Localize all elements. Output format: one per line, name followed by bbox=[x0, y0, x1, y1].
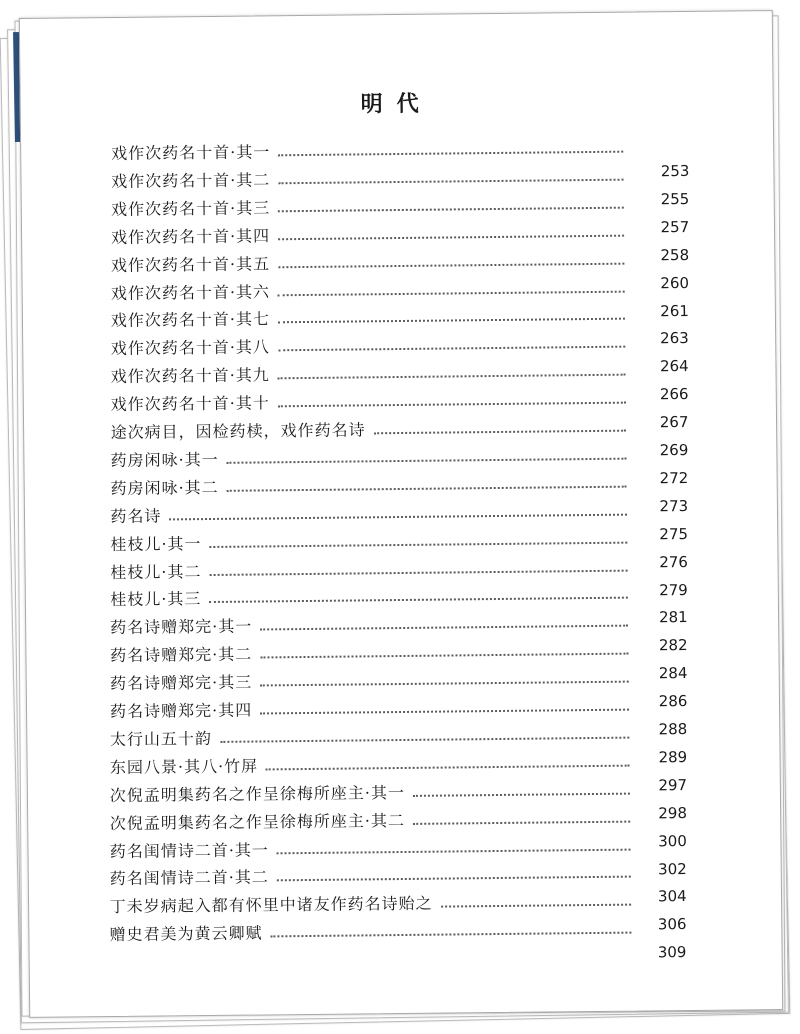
dot-leader bbox=[260, 681, 629, 687]
toc-entry-page-number: 298 bbox=[658, 803, 688, 823]
dot-leader bbox=[169, 513, 627, 520]
toc-entry-page-number: 302 bbox=[657, 859, 687, 878]
toc-entry bbox=[110, 804, 639, 834]
toc-entry bbox=[110, 581, 636, 611]
toc-entry-title: 东园八景·其八·竹屏 bbox=[109, 756, 259, 777]
dot-leader bbox=[227, 458, 627, 464]
toc-entry-page-number: 289 bbox=[658, 747, 688, 767]
toc-entry-title: 药名诗赠郑完·其二 bbox=[110, 644, 253, 666]
dot-leader bbox=[278, 290, 625, 296]
toc-entry bbox=[110, 693, 637, 723]
toc-entry bbox=[111, 302, 633, 331]
toc-entry-page-number: 263 bbox=[660, 329, 689, 348]
toc-entry-title: 丁未岁病起入都有怀里中诸友作药名诗贻之 bbox=[109, 893, 433, 917]
toc-entry-title: 药名诗赠郑完·其三 bbox=[110, 672, 253, 694]
dot-leader bbox=[278, 262, 624, 268]
toc-entry bbox=[111, 246, 633, 275]
dot-leader bbox=[260, 653, 628, 659]
toc-entry bbox=[109, 916, 639, 946]
toc-entry bbox=[110, 553, 635, 582]
toc-entry bbox=[110, 637, 637, 667]
toc-entry-page-number: 286 bbox=[658, 692, 688, 711]
toc-entry-page-number: 297 bbox=[658, 775, 688, 795]
toc-entry-title: 次倪孟明集药名之作呈徐梅所座主·其二 bbox=[109, 810, 405, 833]
toc-entry-title: 戏作次药名十首·其三 bbox=[110, 198, 271, 219]
toc-entry-page-number: 269 bbox=[659, 440, 689, 460]
toc-entry-page-number: 306 bbox=[657, 915, 687, 934]
dot-leader bbox=[413, 792, 630, 796]
toc-entry-page-number: 264 bbox=[659, 357, 689, 376]
toc-entry bbox=[111, 274, 633, 303]
toc-entry-title: 次倪孟明集药名之作呈徐梅所座主·其一 bbox=[109, 782, 406, 805]
toc-entry-title: 药名闺情诗二首·其二 bbox=[109, 867, 269, 889]
dot-leader bbox=[278, 402, 626, 408]
toc-entry-page-number: 260 bbox=[660, 273, 690, 292]
dot-leader bbox=[278, 179, 623, 185]
section-heading: 明代 bbox=[360, 90, 433, 118]
toc-entry-title: 药名诗 bbox=[110, 506, 162, 526]
dot-leader bbox=[278, 374, 626, 380]
toc-entry bbox=[110, 776, 638, 806]
toc-entry-title: 戏作次药名十首·其九 bbox=[110, 365, 270, 387]
dot-leader bbox=[278, 206, 624, 212]
toc-entry-title: 赠史君美为黄云卿赋 bbox=[109, 923, 263, 945]
toc-entry bbox=[110, 497, 635, 526]
dot-leader bbox=[278, 346, 625, 352]
toc-entry bbox=[111, 218, 632, 247]
toc-entry-page-number: 281 bbox=[658, 608, 688, 627]
toc-entry-page-number: 276 bbox=[659, 552, 688, 571]
dot-leader bbox=[278, 318, 625, 324]
toc-entry bbox=[110, 888, 640, 918]
toc-entry-page-number: 267 bbox=[659, 413, 689, 432]
toc-entry-page-number: 282 bbox=[658, 636, 688, 655]
toc-entry bbox=[111, 386, 634, 415]
toc-entry-title: 药名诗赠郑完·其一 bbox=[110, 616, 253, 638]
toc-entry-title: 戏作次药名十首·其八 bbox=[110, 337, 270, 359]
dot-leader bbox=[278, 151, 623, 157]
toc-entry-title: 戏作次药名十首·其四 bbox=[110, 226, 271, 247]
toc-entry-page-number: 253 bbox=[660, 161, 690, 181]
dot-leader bbox=[374, 430, 626, 435]
toc-entry-title: 太行山五十韵 bbox=[109, 728, 213, 749]
toc-page bbox=[19, 10, 783, 1018]
toc-entry bbox=[111, 330, 634, 359]
toc-entry-page-number: 300 bbox=[658, 831, 687, 850]
toc-entry-title: 戏作次药名十首·其一 bbox=[111, 142, 271, 164]
toc-entry-title: 途次病目，因检药椟，戏作药名诗 bbox=[110, 420, 366, 443]
toc-entry bbox=[110, 609, 636, 639]
dot-leader bbox=[260, 709, 629, 715]
toc-entry-title: 戏作次药名十首·其二 bbox=[111, 170, 271, 191]
dot-leader bbox=[260, 625, 628, 631]
toc-entry-title: 戏作次药名十首·其六 bbox=[110, 281, 271, 303]
dot-leader bbox=[227, 485, 627, 491]
toc-entry-page-number: 261 bbox=[660, 301, 689, 320]
toc-entry-title: 桂枝儿·其二 bbox=[110, 561, 202, 582]
dot-leader bbox=[209, 597, 627, 603]
toc-entry-page-number: 309 bbox=[657, 943, 687, 962]
dot-leader bbox=[266, 764, 630, 770]
toc-entry-page-number: 258 bbox=[660, 245, 690, 264]
toc-entry-page-number: 279 bbox=[659, 580, 688, 599]
toc-entry-page-number: 273 bbox=[659, 496, 689, 516]
toc-entry-title: 桂枝儿·其一 bbox=[110, 533, 202, 554]
dot-leader bbox=[277, 876, 631, 882]
toc-entry bbox=[110, 469, 634, 498]
toc-entry-page-number: 284 bbox=[658, 664, 688, 683]
toc-entry bbox=[110, 832, 639, 862]
toc-entry-page-number: 255 bbox=[660, 189, 690, 209]
dot-leader bbox=[277, 848, 631, 854]
toc-entry bbox=[110, 414, 634, 443]
toc-entry bbox=[110, 720, 638, 750]
toc-entry-title: 桂枝儿·其三 bbox=[110, 589, 202, 610]
toc-entry bbox=[111, 162, 632, 191]
toc-entry bbox=[110, 441, 634, 470]
toc-entry-page-number: 257 bbox=[660, 217, 690, 237]
toc-entry-title: 戏作次药名十首·其七 bbox=[110, 309, 271, 331]
toc-entry-title: 戏作次药名十首·其十 bbox=[110, 393, 270, 415]
toc-entry-title: 药名闺情诗二首·其一 bbox=[109, 839, 269, 861]
dot-leader bbox=[278, 234, 624, 240]
dot-leader bbox=[271, 932, 632, 938]
dot-leader bbox=[210, 541, 628, 547]
toc-entry-page-number: 288 bbox=[658, 720, 688, 739]
toc-entry bbox=[110, 860, 639, 890]
dot-leader bbox=[209, 569, 627, 575]
toc-entry-page-number: 266 bbox=[659, 385, 689, 404]
toc-entry bbox=[111, 135, 631, 164]
toc-entry-page-number: 272 bbox=[659, 468, 689, 488]
toc-entry-title: 药名诗赠郑完·其四 bbox=[109, 700, 253, 722]
toc-entry bbox=[111, 190, 632, 219]
toc-entry-title: 戏作次药名十首·其五 bbox=[110, 253, 271, 275]
dot-leader bbox=[441, 904, 631, 908]
toc-entry bbox=[111, 358, 634, 387]
toc-entry bbox=[110, 665, 637, 695]
toc-entry-page-number: 304 bbox=[657, 887, 687, 906]
toc-entry-title: 药房闲咏·其一 bbox=[110, 449, 219, 470]
toc-entry-page-number: 275 bbox=[659, 524, 689, 543]
toc-entry bbox=[110, 525, 635, 554]
dot-leader bbox=[413, 820, 630, 824]
toc-entry bbox=[110, 748, 638, 778]
toc-entry-title: 药房闲咏·其二 bbox=[110, 477, 219, 498]
dot-leader bbox=[220, 737, 629, 743]
